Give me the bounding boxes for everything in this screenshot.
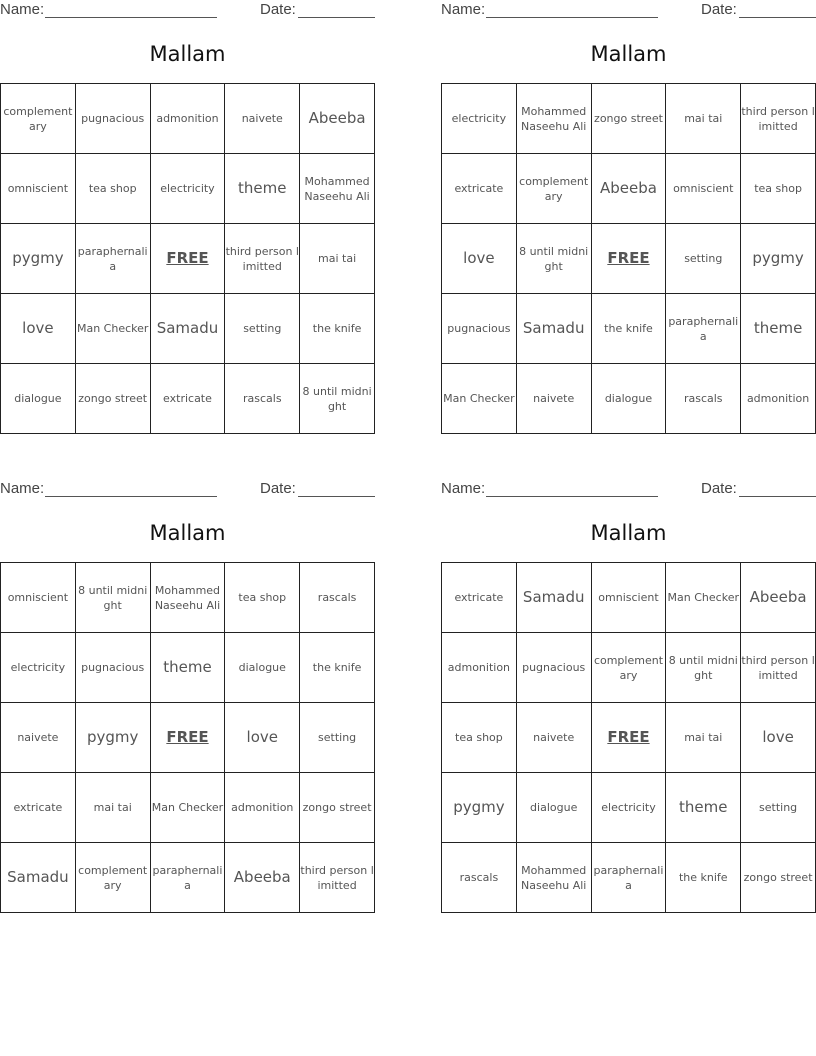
card-title: Mallam: [149, 42, 226, 66]
bingo-cell: paraphernalia: [75, 224, 150, 294]
bingo-cell: third person limitted: [741, 84, 816, 154]
bingo-grid: [0, 83, 375, 434]
bingo-cell: omniscient: [591, 563, 666, 633]
bingo-cell: 8 until midnight: [75, 563, 150, 633]
bingo-cell: admonition: [741, 364, 816, 434]
bingo-cell: mai tai: [666, 703, 741, 773]
bingo-row: [442, 773, 816, 843]
bingo-cell: extricate: [442, 563, 517, 633]
bingo-cell: pugnacious: [442, 294, 517, 364]
bingo-cell: rascals: [225, 364, 300, 434]
bingo-row: [442, 224, 816, 294]
bingo-cell: setting: [741, 773, 816, 843]
bingo-cell: 8 until midnight: [300, 364, 375, 434]
bingo-cell: complementary: [75, 843, 150, 913]
bingo-cell: omniscient: [666, 154, 741, 224]
bingo-cell: paraphernalia: [591, 843, 666, 913]
bingo-row: [1, 633, 375, 703]
bingo-cell: zongo street: [300, 773, 375, 843]
bingo-cell: Samadu: [516, 563, 591, 633]
name-blank: [45, 17, 217, 18]
bingo-row: [442, 364, 816, 434]
bingo-cell: love: [225, 703, 300, 773]
bingo-cell: theme: [225, 154, 300, 224]
bingo-cell: dialogue: [1, 364, 76, 434]
bingo-cell: pygmy: [741, 224, 816, 294]
date-label: Date:: [701, 480, 737, 497]
bingo-row: [1, 224, 375, 294]
bingo-cell: 8 until midnight: [666, 633, 741, 703]
date-label: Date:: [260, 480, 296, 497]
bingo-cell: zongo street: [591, 84, 666, 154]
bingo-cell: love: [442, 224, 517, 294]
bingo-row: [1, 294, 375, 364]
name-label: Name:: [441, 480, 486, 497]
bingo-cell: theme: [666, 773, 741, 843]
bingo-cell: electricity: [442, 84, 517, 154]
date-blank: [298, 496, 375, 497]
bingo-cell: Mohammed Naseehu Ali: [516, 84, 591, 154]
bingo-cell: rascals: [442, 843, 517, 913]
bingo-cell: electricity: [150, 154, 225, 224]
bingo-cell: admonition: [225, 773, 300, 843]
bingo-cell: dialogue: [591, 364, 666, 434]
bingo-cell: third person limitted: [741, 633, 816, 703]
bingo-cell: extricate: [150, 364, 225, 434]
date-blank: [739, 17, 816, 18]
bingo-cell: the knife: [300, 294, 375, 364]
bingo-cell: mai tai: [300, 224, 375, 294]
bingo-cell: Man Checker: [442, 364, 517, 434]
bingo-cell: Man Checker: [666, 563, 741, 633]
bingo-cell: Man Checker: [75, 294, 150, 364]
bingo-row: [442, 563, 816, 633]
bingo-cell: Abeeba: [741, 563, 816, 633]
card-title: Mallam: [590, 521, 667, 545]
card-header: [441, 479, 816, 501]
bingo-row: [442, 84, 816, 154]
date-label: Date:: [701, 1, 737, 18]
bingo-cell: Mohammed Naseehu Ali: [516, 843, 591, 913]
card-header: [0, 479, 375, 501]
bingo-cell: love: [741, 703, 816, 773]
free-space: FREE: [591, 224, 666, 294]
date-label: Date:: [260, 1, 296, 18]
bingo-row: [442, 294, 816, 364]
name-blank: [486, 17, 658, 18]
bingo-cell: zongo street: [75, 364, 150, 434]
bingo-row: [1, 563, 375, 633]
date-blank: [298, 17, 375, 18]
name-blank: [45, 496, 217, 497]
bingo-cell: Samadu: [1, 843, 76, 913]
bingo-cell: naivete: [1, 703, 76, 773]
bingo-card: [441, 479, 816, 892]
bingo-cell: 8 until midnight: [516, 224, 591, 294]
bingo-cell: admonition: [442, 633, 517, 703]
bingo-card: [0, 0, 375, 413]
bingo-cell: Abeeba: [225, 843, 300, 913]
name-label: Name:: [0, 480, 45, 497]
card-title: Mallam: [590, 42, 667, 66]
date-blank: [739, 496, 816, 497]
name-blank: [486, 496, 658, 497]
name-label: Name:: [0, 1, 45, 18]
bingo-card: [0, 479, 375, 892]
bingo-cell: theme: [741, 294, 816, 364]
bingo-grid: [441, 562, 816, 913]
bingo-cell: pygmy: [1, 224, 76, 294]
bingo-cell: Samadu: [150, 294, 225, 364]
bingo-grid: [0, 562, 375, 913]
bingo-cell: extricate: [1, 773, 76, 843]
bingo-cell: setting: [666, 224, 741, 294]
bingo-cell: pugnacious: [75, 633, 150, 703]
bingo-cell: the knife: [591, 294, 666, 364]
bingo-cell: tea shop: [442, 703, 517, 773]
bingo-cell: naivete: [516, 703, 591, 773]
bingo-cell: Samadu: [516, 294, 591, 364]
bingo-cell: theme: [150, 633, 225, 703]
bingo-cell: omniscient: [1, 154, 76, 224]
bingo-cell: love: [1, 294, 76, 364]
bingo-row: [1, 843, 375, 913]
bingo-cell: electricity: [1, 633, 76, 703]
bingo-row: [442, 843, 816, 913]
bingo-cell: rascals: [300, 563, 375, 633]
bingo-cell: paraphernalia: [666, 294, 741, 364]
bingo-row: [1, 154, 375, 224]
bingo-cell: dialogue: [516, 773, 591, 843]
bingo-cell: the knife: [666, 843, 741, 913]
bingo-cell: pygmy: [442, 773, 517, 843]
bingo-cell: tea shop: [225, 563, 300, 633]
bingo-row: [442, 633, 816, 703]
free-space: FREE: [150, 703, 225, 773]
bingo-cell: naivete: [516, 364, 591, 434]
bingo-cell: zongo street: [741, 843, 816, 913]
bingo-row: [1, 84, 375, 154]
card-title: Mallam: [149, 521, 226, 545]
bingo-cell: Man Checker: [150, 773, 225, 843]
bingo-row: [1, 364, 375, 434]
bingo-cell: complementary: [1, 84, 76, 154]
bingo-cell: Abeeba: [300, 84, 375, 154]
bingo-cell: pugnacious: [75, 84, 150, 154]
bingo-row: [1, 703, 375, 773]
free-space: FREE: [150, 224, 225, 294]
bingo-cell: tea shop: [741, 154, 816, 224]
bingo-cell: complementary: [591, 633, 666, 703]
bingo-cell: rascals: [666, 364, 741, 434]
bingo-cell: the knife: [300, 633, 375, 703]
bingo-cell: third person limitted: [225, 224, 300, 294]
bingo-card: [441, 0, 816, 405]
card-header: [0, 0, 375, 22]
bingo-cell: dialogue: [225, 633, 300, 703]
bingo-cell: pygmy: [75, 703, 150, 773]
bingo-cell: tea shop: [75, 154, 150, 224]
bingo-cell: paraphernalia: [150, 843, 225, 913]
bingo-cell: omniscient: [1, 563, 76, 633]
bingo-row: [1, 773, 375, 843]
bingo-cell: setting: [300, 703, 375, 773]
bingo-row: [442, 154, 816, 224]
bingo-cell: mai tai: [75, 773, 150, 843]
bingo-cell: Abeeba: [591, 154, 666, 224]
bingo-cell: Mohammed Naseehu Ali: [300, 154, 375, 224]
bingo-cell: setting: [225, 294, 300, 364]
bingo-cell: admonition: [150, 84, 225, 154]
bingo-grid: [441, 83, 816, 434]
bingo-cell: pugnacious: [516, 633, 591, 703]
bingo-cell: mai tai: [666, 84, 741, 154]
bingo-cell: Mohammed Naseehu Ali: [150, 563, 225, 633]
name-label: Name:: [441, 1, 486, 18]
bingo-cell: third person limitted: [300, 843, 375, 913]
card-header: [441, 0, 816, 22]
bingo-cell: complementary: [516, 154, 591, 224]
bingo-row: [442, 703, 816, 773]
bingo-cell: extricate: [442, 154, 517, 224]
bingo-cell: naivete: [225, 84, 300, 154]
bingo-cell: electricity: [591, 773, 666, 843]
free-space: FREE: [591, 703, 666, 773]
